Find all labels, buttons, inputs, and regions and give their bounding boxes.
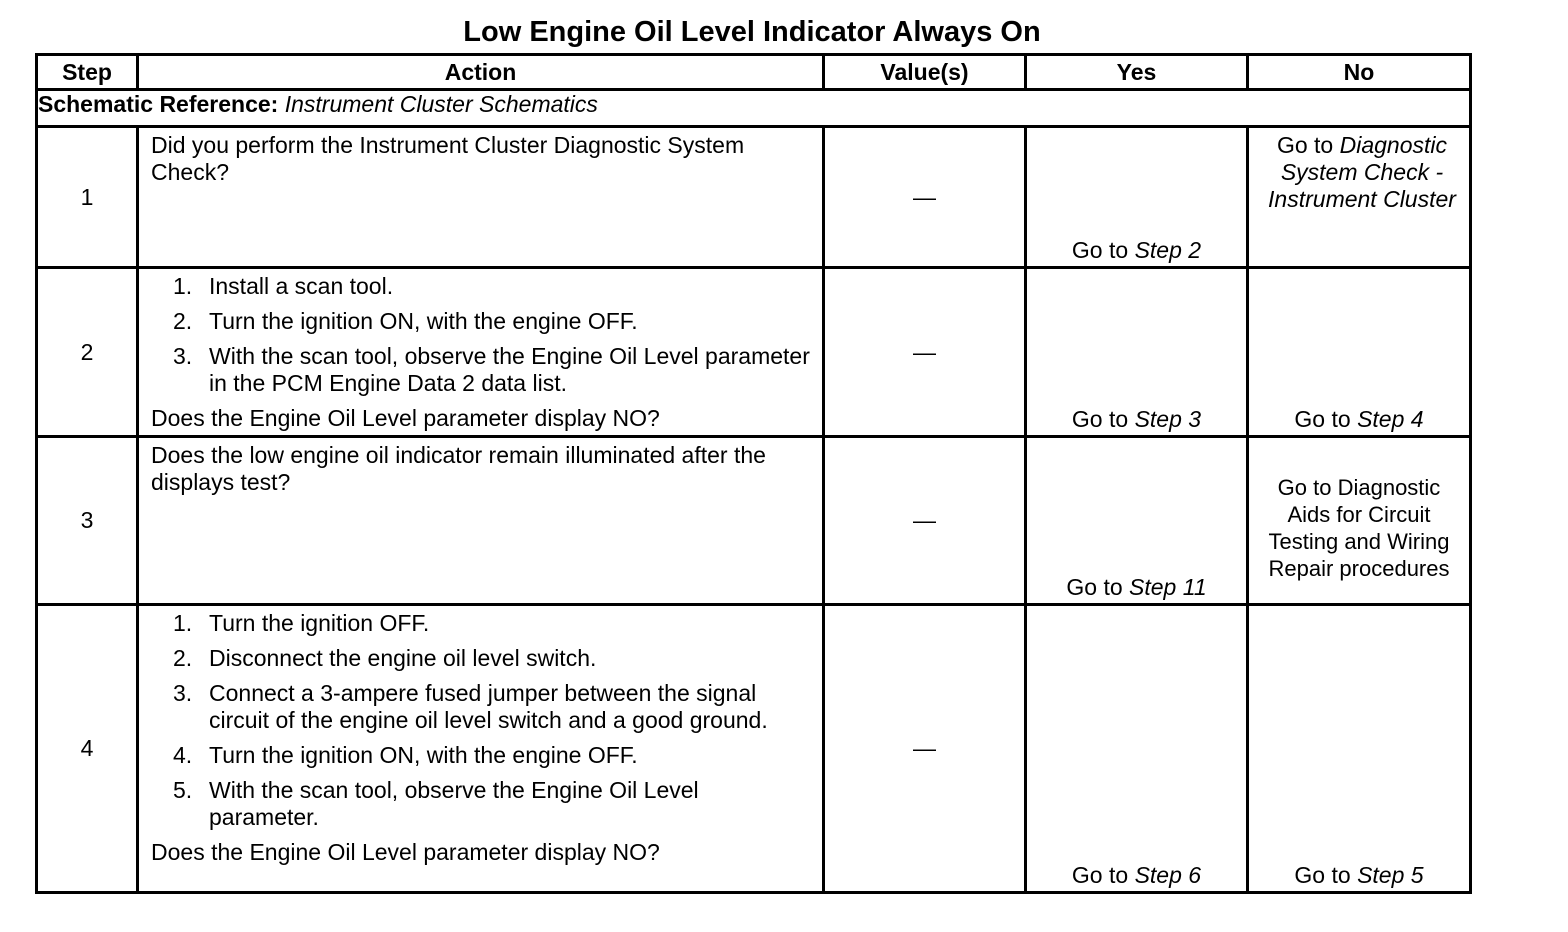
- step-number: 2: [37, 268, 138, 437]
- action-step: 1. Turn the ignition OFF.: [173, 610, 430, 636]
- yes-target: Step 6: [1134, 862, 1202, 888]
- value-cell: —: [824, 268, 1026, 437]
- table-row: [37, 127, 1471, 268]
- value-cell: —: [824, 437, 1026, 605]
- action-step: 3. Connect a 3-ampere fused jumper between the signal circuit of the engine oil level switch and a good ground.: [173, 680, 768, 733]
- page-title: Low Engine Oil Level Indicator Always On: [463, 16, 1041, 48]
- yes-cell: [1026, 605, 1248, 893]
- no-cell: [1248, 268, 1471, 437]
- action-text: Did you perform the Instrument Cluster Diagnostic System Check?: [151, 132, 745, 185]
- schematic-reference-row: [37, 90, 1471, 127]
- no-text: Go to Diagnostic Aids for Circuit Testing and Wiring Repair procedures: [1268, 474, 1450, 581]
- header-values: Value(s): [824, 55, 1026, 90]
- yes-cell: [1026, 437, 1248, 605]
- no-cell: [1248, 127, 1471, 268]
- action-step: 5. With the scan tool, observe the Engine Oil Level parameter.: [173, 777, 699, 830]
- no-target: Step 5: [1357, 862, 1424, 888]
- action-cell: [138, 268, 824, 437]
- no-prefix: Go to: [1276, 132, 1334, 158]
- header-action: Action: [138, 55, 824, 90]
- action-question: Does the Engine Oil Level parameter display NO?: [151, 405, 660, 431]
- action-step: 1. Install a scan tool.: [173, 273, 394, 299]
- table-row: [37, 437, 1471, 605]
- action-step: 4. Turn the ignition ON, with the engine OFF.: [173, 742, 638, 768]
- yes-target: Step 3: [1134, 406, 1202, 432]
- table-row: [37, 605, 1471, 893]
- no-target: Diagnostic System Check - Instrument Cluster: [1268, 132, 1456, 212]
- no-cell: [1248, 605, 1471, 893]
- schematic-label: Schematic Reference:: [38, 91, 279, 117]
- diagnostic-table: [35, 53, 1472, 894]
- yes-cell: [1026, 127, 1248, 268]
- step-number: 3: [37, 437, 138, 605]
- action-cell: [138, 127, 824, 268]
- yes-prefix: Go to: [1066, 574, 1123, 600]
- action-cell: [138, 437, 824, 605]
- yes-target: Step 11: [1129, 574, 1207, 600]
- action-step: 2. Turn the ignition ON, with the engine OFF.: [173, 308, 638, 334]
- action-steps: [151, 273, 812, 405]
- no-target: Step 4: [1357, 406, 1424, 432]
- header-row: [37, 55, 1471, 90]
- value-cell: —: [824, 127, 1026, 268]
- action-cell: [138, 605, 824, 893]
- yes-prefix: Go to: [1071, 406, 1129, 432]
- action-question: Does the Engine Oil Level parameter display NO?: [151, 839, 660, 865]
- header-no: No: [1248, 55, 1471, 90]
- yes-prefix: Go to: [1071, 237, 1129, 263]
- header-yes: Yes: [1026, 55, 1248, 90]
- action-text: Does the low engine oil indicator remain illuminated after the displays test?: [151, 442, 766, 495]
- schematic-value: Instrument Cluster Schematics: [284, 91, 598, 117]
- step-number: 1: [37, 127, 138, 268]
- no-prefix: Go to: [1294, 406, 1351, 432]
- step-number: 4: [37, 605, 138, 893]
- no-prefix: Go to: [1294, 862, 1351, 888]
- yes-prefix: Go to: [1071, 862, 1129, 888]
- header-step: Step: [37, 55, 138, 90]
- value-cell: —: [824, 605, 1026, 893]
- yes-cell: [1026, 268, 1248, 437]
- action-steps: [151, 610, 812, 839]
- schematic-reference: [37, 90, 1471, 127]
- no-cell: [1248, 437, 1471, 605]
- action-step: 3. With the scan tool, observe the Engine Oil Level parameter in the PCM Engine Data 2 data list.: [173, 343, 810, 396]
- yes-target: Step 2: [1134, 237, 1202, 263]
- table-row: [37, 268, 1471, 437]
- action-step: 2. Disconnect the engine oil level switch.: [173, 645, 597, 671]
